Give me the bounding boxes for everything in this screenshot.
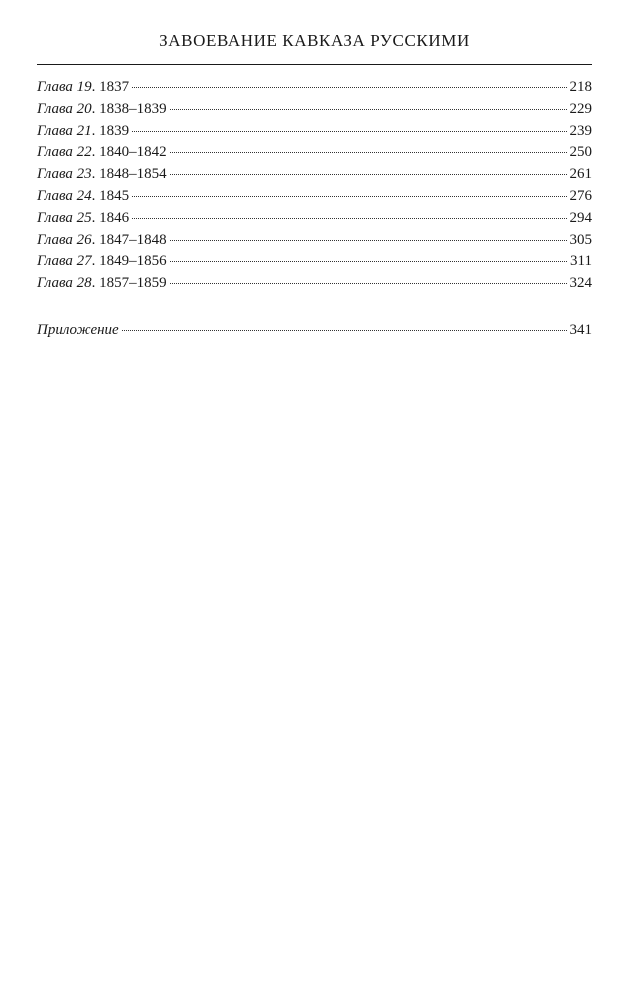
header-rule (37, 64, 592, 65)
page-number: 324 (569, 275, 592, 292)
page-number: 239 (569, 122, 592, 139)
dot-leader (170, 261, 567, 262)
toc-entry-label: Глава 19. 1837 (37, 79, 130, 95)
chapter-title: Глава 22 (37, 144, 92, 161)
dot-leader (170, 109, 567, 110)
chapter-title: Глава 19 (37, 79, 92, 95)
dot-leader (132, 131, 566, 132)
toc-entry-label: Глава 22. 1840–1842 (37, 144, 167, 161)
page-number: 250 (569, 144, 592, 161)
chapter-years: 1857–1859 (99, 275, 167, 292)
running-head: ЗАВОЕВАНИЕ КАВКАЗА РУССКИМИ (159, 31, 470, 50)
toc-entry-label: Глава 28. 1857–1859 (37, 275, 167, 292)
chapter-title: Глава 20 (37, 100, 92, 117)
chapter-years: 1837 (99, 79, 130, 95)
chapter-title: Глава 24 (37, 187, 92, 204)
toc-entry[interactable] (37, 142, 592, 164)
page-number: 311 (570, 253, 592, 270)
chapter-years: 1839 (99, 122, 130, 139)
chapter-years: 1846 (99, 209, 130, 226)
toc-entry-label: Глава 25. 1846 (37, 209, 130, 226)
toc-entry-appendix[interactable] (37, 320, 592, 342)
toc-entry[interactable] (37, 186, 592, 208)
dot-leader (132, 87, 566, 88)
toc-entry[interactable] (37, 164, 592, 186)
chapter-title: Глава 23 (37, 166, 92, 183)
table-of-contents (37, 77, 592, 295)
chapter-title: Глава 28 (37, 275, 92, 292)
chapter-years: 1845 (99, 187, 130, 204)
toc-entry[interactable] (37, 230, 592, 252)
dot-leader (122, 330, 567, 331)
chapter-years: 1840–1842 (99, 144, 167, 161)
chapter-years: 1838–1839 (99, 100, 167, 117)
page-number: 341 (569, 322, 592, 338)
dot-leader (170, 174, 567, 175)
chapter-years: 1847–1848 (99, 231, 167, 248)
page-number: 294 (569, 209, 592, 226)
toc-entry-label: Глава 23. 1848–1854 (37, 166, 167, 183)
chapter-years: 1848–1854 (99, 166, 167, 183)
toc-entry-label: Глава 21. 1839 (37, 122, 130, 139)
toc-entry-label: Глава 27. 1849–1856 (37, 253, 167, 270)
page-number: 305 (569, 231, 592, 248)
page-number: 218 (569, 79, 592, 95)
dot-leader (132, 218, 566, 219)
dot-leader (170, 283, 567, 284)
dot-leader (170, 240, 567, 241)
toc-entry[interactable] (37, 208, 592, 230)
toc-entry[interactable] (37, 121, 592, 143)
toc-entry-label: Глава 26. 1847–1848 (37, 231, 167, 248)
appendix-section (37, 320, 592, 342)
toc-entry[interactable] (37, 77, 592, 99)
chapter-title: Глава 25 (37, 209, 92, 226)
chapter-title: Глава 27 (37, 253, 92, 270)
toc-entry-label: Глава 24. 1845 (37, 187, 130, 204)
toc-entry[interactable] (37, 99, 592, 121)
appendix-title: Приложение (37, 322, 119, 338)
toc-entry-label: Глава 20. 1838–1839 (37, 100, 167, 117)
dot-leader (132, 196, 566, 197)
dot-leader (170, 152, 567, 153)
toc-entry[interactable] (37, 273, 592, 295)
page-number: 229 (569, 100, 592, 117)
chapter-title: Глава 21 (37, 122, 92, 139)
page-number: 261 (569, 166, 592, 183)
page-number: 276 (569, 187, 592, 204)
chapter-years: 1849–1856 (99, 253, 167, 270)
chapter-title: Глава 26 (37, 231, 92, 248)
toc-entry[interactable] (37, 251, 592, 273)
